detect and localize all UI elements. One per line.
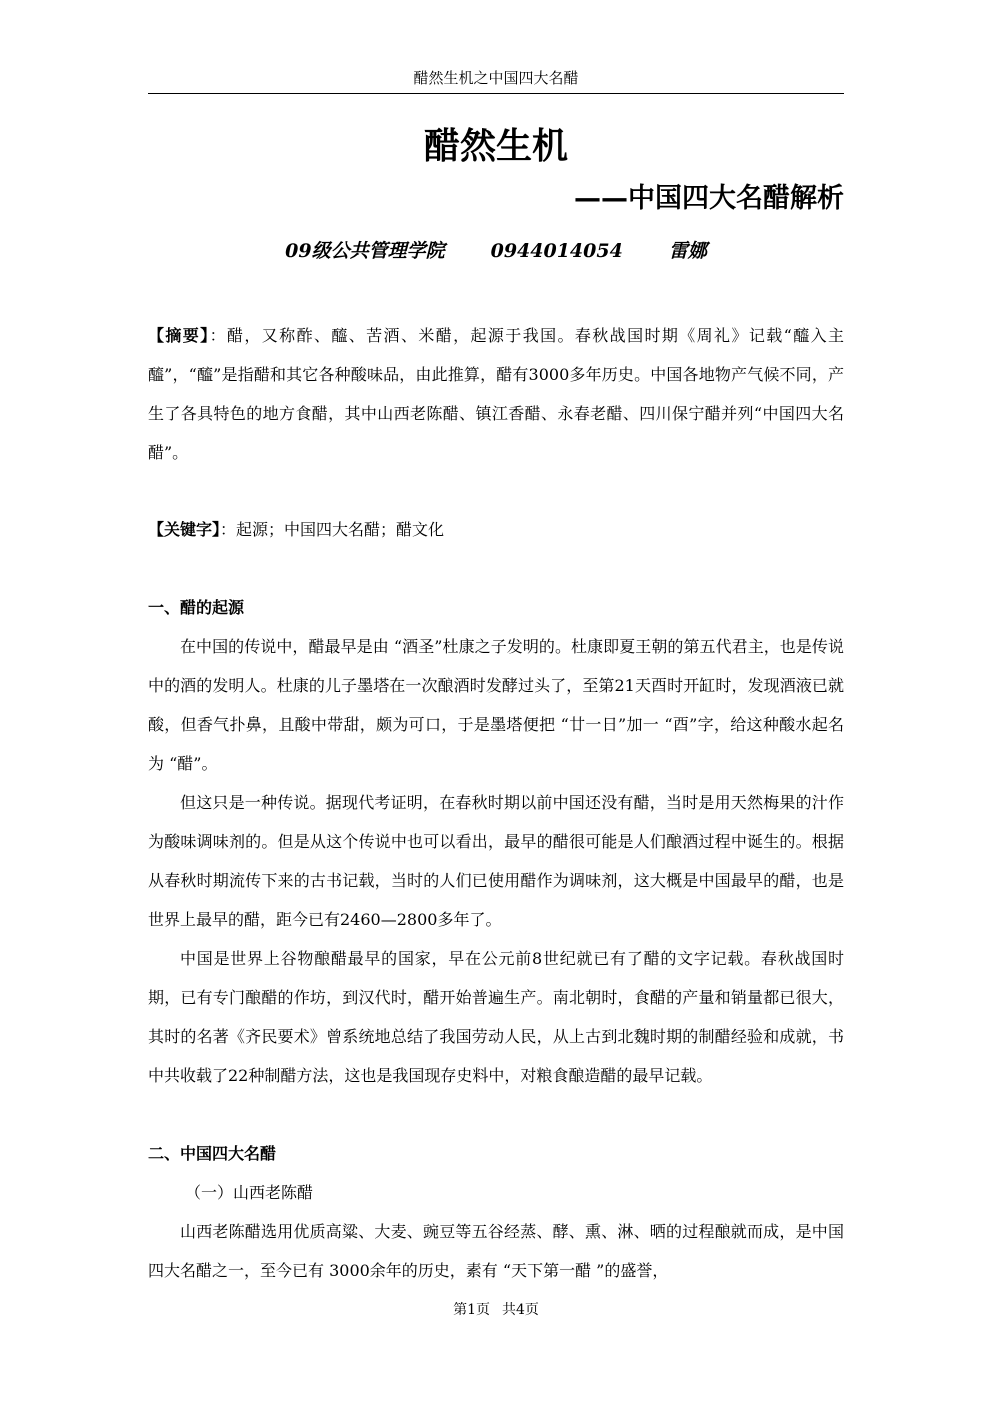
page-total: 共4页	[502, 1302, 539, 1318]
author-student-id: 0944014054	[490, 240, 623, 262]
keywords-label: 【关键字】	[148, 520, 221, 539]
abstract	[148, 316, 844, 472]
paragraph: 在中国的传说中，醋最早是由 “酒圣”杜康之子发明的。杜康即夏王朝的第五代君主，也是传说中的酒的发明人。杜康的儿子墨塔在一次酿酒时发酵过头了，至第21天酉时开缸时，发现酒液已就酸，但香气扑鼻，且酸中带甜，颇为可口，于是墨塔便把 “廿一日”加一 “酉”字，给这种酸水起名为 “醋”。	[148, 637, 844, 773]
document-title: 醋然生机	[423, 126, 568, 167]
page-footer	[148, 1300, 844, 1320]
section-heading-origin: 一、醋的起源	[148, 598, 245, 617]
author-name: 雷娜	[668, 240, 707, 262]
paragraph: 中国是世界上谷物酿醋最早的国家，早在公元前8世纪就已有了醋的文字记载。春秋战国时期，已有专门酿醋的作坊，到汉代时，醋开始普遍生产。南北朝时，食醋的产量和销量都已很大，其时的名著《齐民要术》曾系统地总结了我国劳动人民，从上古到北魏时期的制醋经验和成就，书中共收载了22种制醋方法，这也是我国现存史料中，对粮食酿造醋的最早记载。	[148, 949, 844, 1085]
paragraph: 但这只是一种传说。据现代考证明，在春秋时期以前中国还没有醋，当时是用天然梅果的汁作为酸味调味剂的。但是从这个传说中也可以看出，最早的醋很可能是人们酿酒过程中诞生的。根据从春秋时期流传下来的古书记载，当时的人们已使用醋作为调味剂，这大概是中国最早的醋，也是世界上最早的醋，距今已有2460—2800多年了。	[148, 793, 844, 929]
abstract-text: ：醋，又称酢、醯、苦酒、米醋，起源于我国。春秋战国时期《周礼》记载“醯入主醯”，“醯”是指醋和其它各种酸味品，由此推算，醋有3000多年历史。中国各地物产气候不同，产生了各具特色的地方食醋，其中山西老陈醋、镇江香醋、永春老醋、四川保宁醋并列“中国四大名醋”。	[148, 326, 844, 462]
keywords-text: ：起源；中国四大名醋；醋文化	[220, 520, 445, 539]
document-subtitle: ——中国四大名醋解析	[574, 183, 844, 214]
author-line	[148, 236, 844, 266]
section-origin-body	[148, 627, 844, 1095]
section-four-vinegars-body	[148, 1212, 844, 1290]
running-header: 醋然生机之中国四大名醋	[413, 69, 579, 87]
paragraph: 山西老陈醋选用优质高粱、大麦、豌豆等五谷经蒸、酵、熏、淋、晒的过程酿就而成，是中国四大名醋之一，至今已有 3000余年的历史，素有 “天下第一醋 ”的盛誉，	[148, 1222, 844, 1280]
keywords	[148, 510, 844, 549]
abstract-label: 【摘要】	[148, 326, 210, 345]
subsection-heading-shanxi: （一）山西老陈醋	[185, 1183, 314, 1202]
header-divider	[148, 93, 844, 94]
page-number: 第1页	[453, 1302, 490, 1318]
author-department: 09级公共管理学院	[285, 240, 445, 262]
section-heading-four-vinegars: 二、中国四大名醋	[148, 1144, 277, 1163]
